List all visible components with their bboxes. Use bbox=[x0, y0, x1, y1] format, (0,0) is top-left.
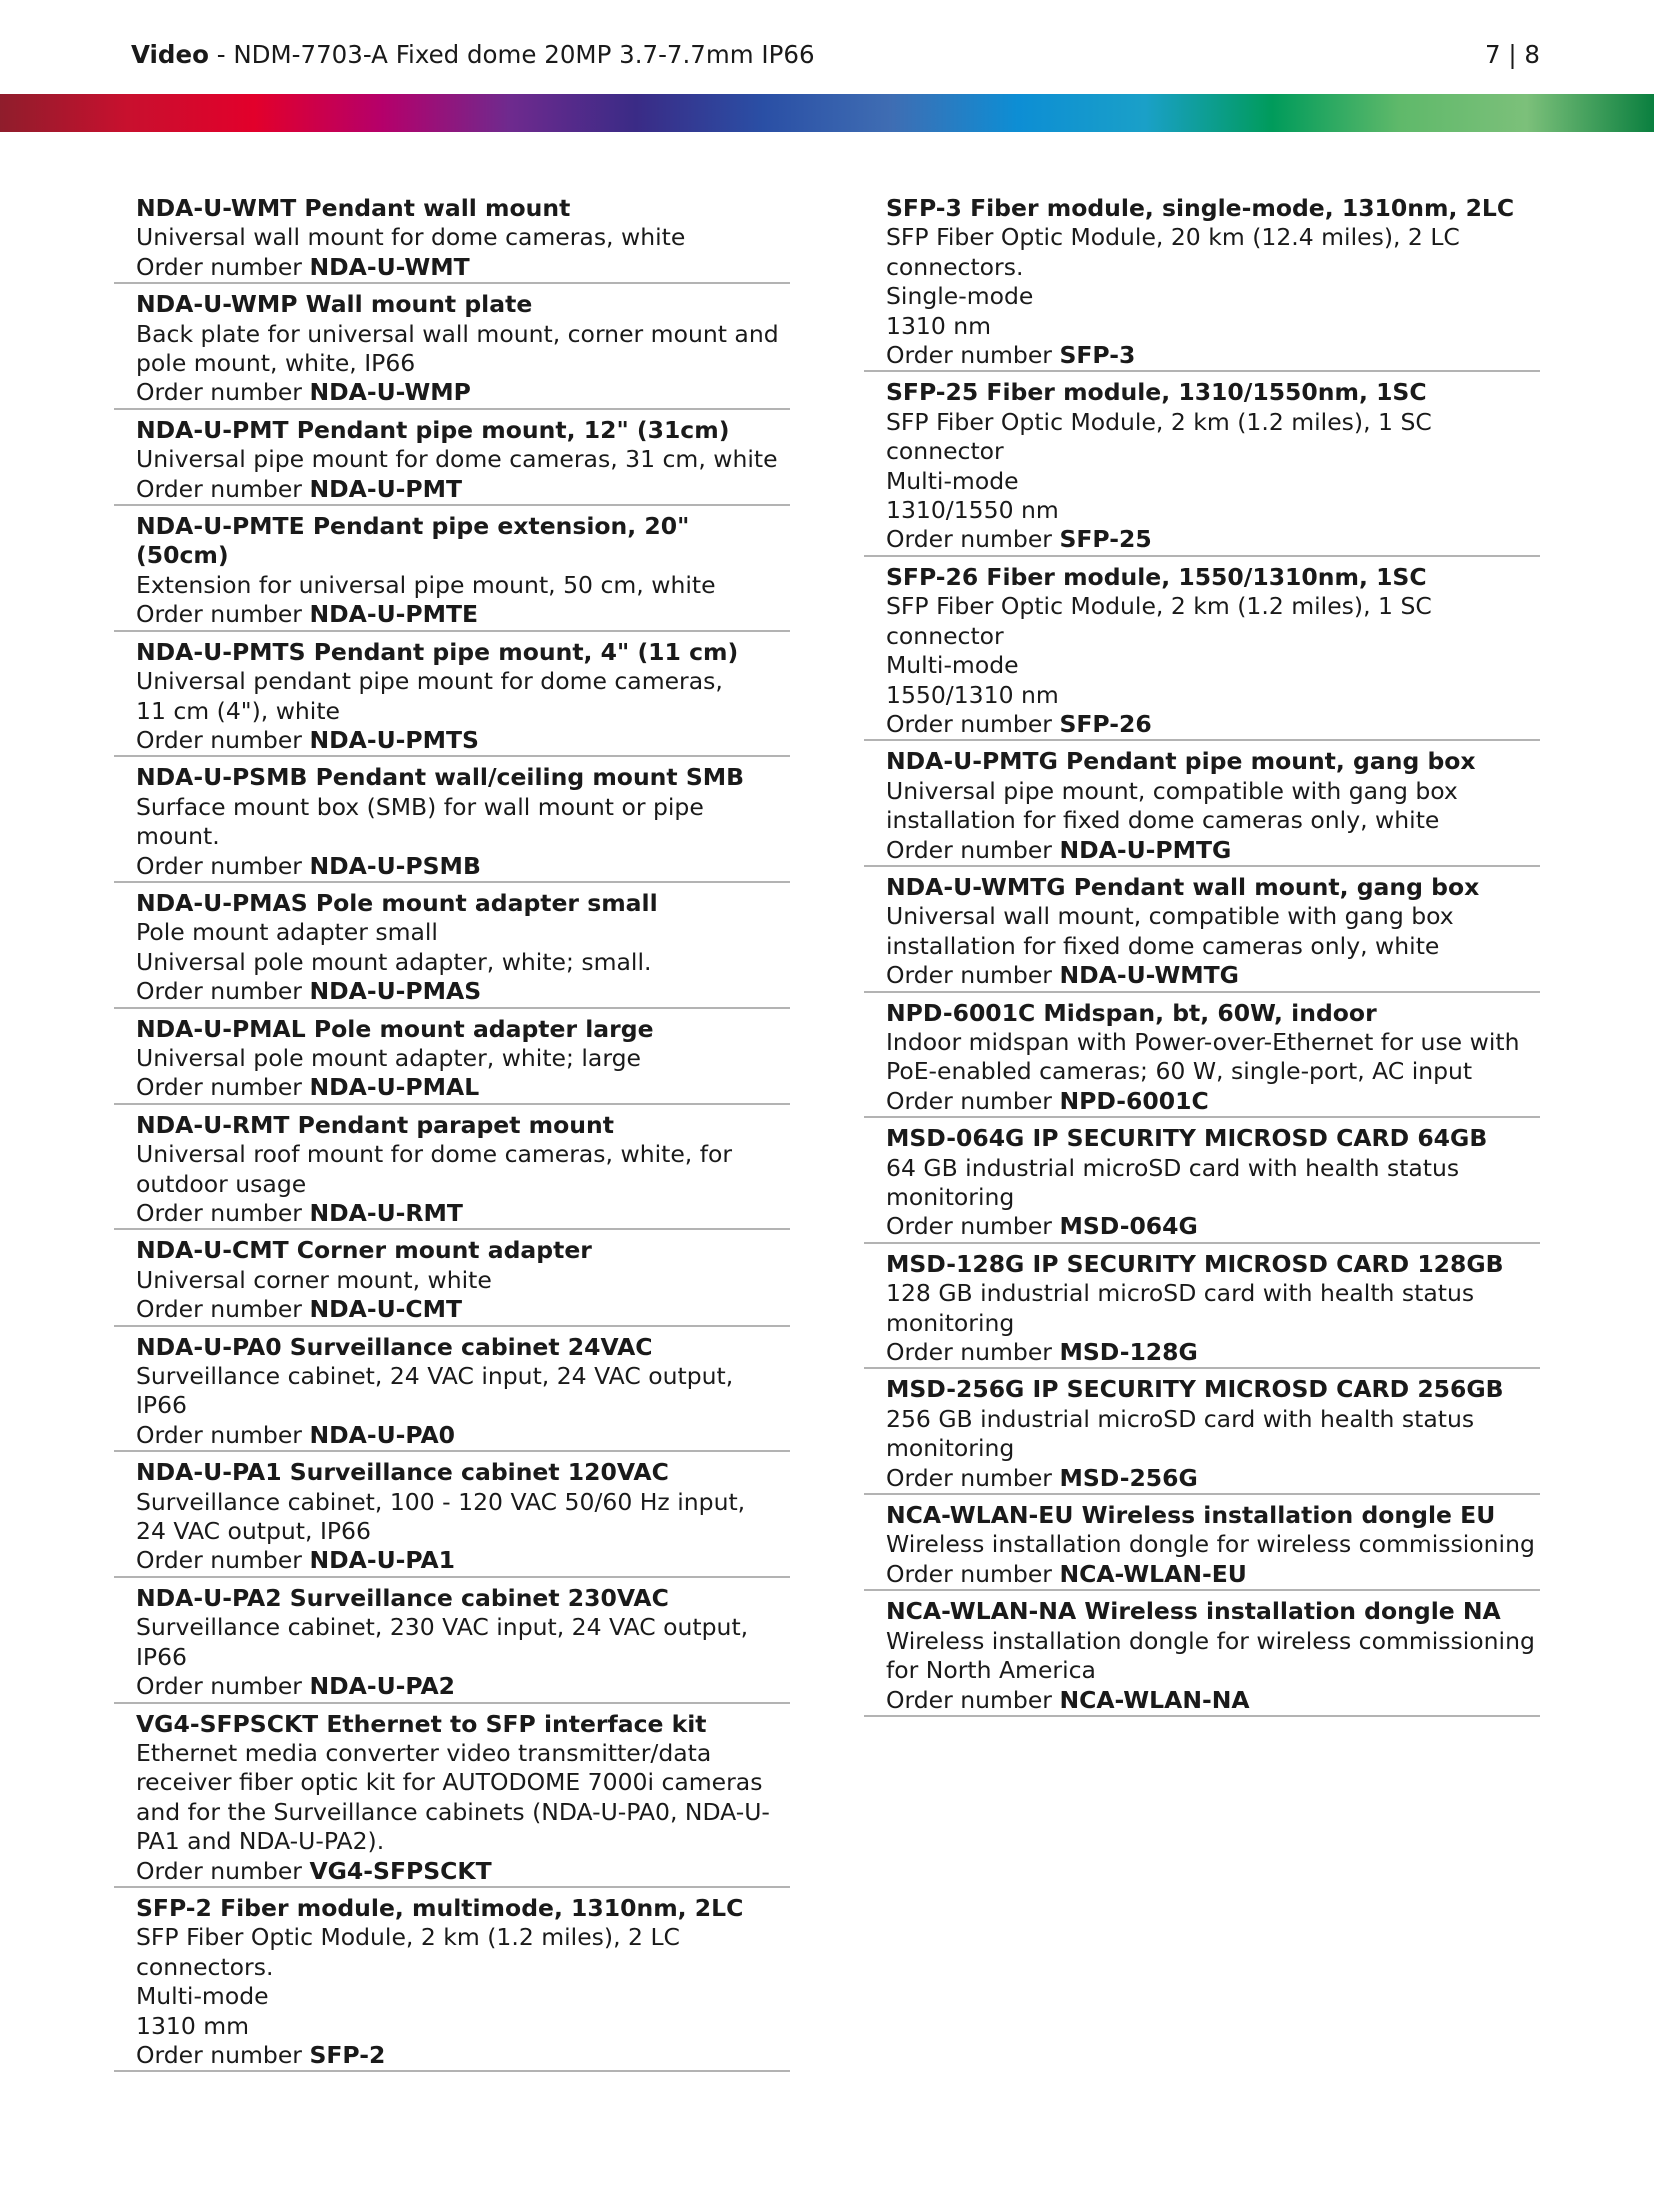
accessory-description-line: Universal pole mount adapter, white; small. bbox=[136, 947, 652, 976]
accessory-description-line: 256 GB industrial microSD card with health status bbox=[886, 1404, 1475, 1433]
order-number-value: NPD-6001C bbox=[1059, 1086, 1209, 1115]
order-number bbox=[136, 1546, 790, 1575]
document-category: Video bbox=[131, 39, 209, 69]
accessory-entry bbox=[114, 1890, 790, 2072]
order-number bbox=[136, 1295, 790, 1324]
order-number bbox=[136, 600, 790, 629]
order-number-value: MSD-256G bbox=[1059, 1463, 1198, 1492]
accessory-description-line: Multi-mode bbox=[886, 651, 1019, 680]
accessory-description-line: Universal roof mount for dome cameras, white, for bbox=[136, 1140, 733, 1169]
accessory-description-line: outdoor usage bbox=[136, 1169, 307, 1198]
order-number bbox=[886, 1087, 1540, 1116]
order-number-label: Order number bbox=[886, 835, 1060, 864]
order-number-label: Order number bbox=[886, 525, 1060, 554]
order-number-value: NDA-U-PMTG bbox=[1059, 835, 1232, 864]
accessory-description-line: Pole mount adapter small bbox=[136, 918, 438, 947]
accessory-entry bbox=[864, 1497, 1540, 1591]
product-title: - NDM-7703-A Fixed dome 20MP 3.7-7.7mm IP66 bbox=[208, 39, 815, 69]
accessory-entry bbox=[114, 634, 790, 758]
accessory-description-line: SFP Fiber Optic Module, 2 km (1.2 miles), 2 LC bbox=[136, 1923, 680, 1952]
accessory-description-line: Universal pendant pipe mount for dome cameras, bbox=[136, 667, 723, 696]
accessory-description-line: Wireless installation dongle for wireless commissioning bbox=[886, 1530, 1535, 1559]
accessory-title: NDA-U-PMAL Pole mount adapter large bbox=[136, 1014, 654, 1043]
accessory-description-line: and for the Surveillance cabinets (NDA-U-PA0, NDA-U- bbox=[136, 1797, 770, 1826]
order-number-label: Order number bbox=[886, 1463, 1060, 1492]
accessory-description-line: Surveillance cabinet, 230 VAC input, 24 VAC output, bbox=[136, 1613, 749, 1642]
accessory-description-line: 128 GB industrial microSD card with health status bbox=[886, 1279, 1475, 1308]
accessory-description-line: 64 GB industrial microSD card with health status bbox=[886, 1153, 1460, 1182]
accessory-description-line: Multi-mode bbox=[136, 1982, 269, 2011]
accessory-entry bbox=[864, 743, 1540, 867]
accessory-description-line: 1310 mm bbox=[136, 2011, 250, 2040]
accessory-description-line: Universal pole mount adapter, white; large bbox=[136, 1043, 641, 1072]
accessory-description-line: Extension for universal pipe mount, 50 cm, white bbox=[136, 570, 716, 599]
brand-color-stripe bbox=[0, 94, 1654, 132]
order-number-label: Order number bbox=[136, 1199, 310, 1227]
accessory-description-line: pole mount, white, IP66 bbox=[136, 349, 416, 378]
accessory-description-line: SFP Fiber Optic Module, 2 km (1.2 miles), 1 SC bbox=[886, 407, 1432, 436]
order-number bbox=[886, 1560, 1540, 1589]
accessory-entry bbox=[114, 1011, 790, 1105]
accessory-entry bbox=[114, 412, 790, 506]
accessory-description-line: Surface mount box (SMB) for wall mount or pipe bbox=[136, 792, 704, 821]
order-number-label: Order number bbox=[136, 851, 310, 880]
accessory-title: NDA-U-PA1 Surveillance cabinet 120VAC bbox=[136, 1458, 669, 1487]
order-number bbox=[136, 852, 790, 881]
accessory-description-line: Back plate for universal wall mount, corner mount and bbox=[136, 319, 779, 348]
accessory-title: NDA-U-WMT Pendant wall mount bbox=[136, 194, 571, 222]
order-number-label: Order number bbox=[136, 1295, 310, 1324]
order-number-label: Order number bbox=[136, 725, 310, 754]
accessory-description-line: 1310 nm bbox=[886, 311, 992, 340]
order-number-value: VG4-SFPSCKT bbox=[309, 1856, 492, 1885]
order-number-value: NDA-U-PMTE bbox=[309, 600, 479, 629]
accessory-description-line: connector bbox=[886, 437, 1004, 466]
accessory-title: SFP-25 Fiber module, 1310/1550nm, 1SC bbox=[886, 378, 1427, 407]
order-number bbox=[886, 1212, 1540, 1241]
order-number bbox=[886, 1338, 1540, 1367]
order-number bbox=[886, 710, 1540, 739]
accessory-description-line: PoE-enabled cameras; 60 W, single-port, AC input bbox=[886, 1057, 1473, 1086]
order-number-value: NDA-U-PMAS bbox=[309, 977, 482, 1006]
order-number bbox=[136, 253, 790, 282]
accessory-description-line: Universal wall mount, compatible with gang box bbox=[886, 902, 1454, 931]
order-number-label: Order number bbox=[136, 977, 310, 1006]
order-number bbox=[136, 2041, 790, 2070]
accessory-description-line: Multi-mode bbox=[886, 466, 1019, 495]
accessory-title: MSD-128G IP SECURITY MICROSD CARD 128GB bbox=[886, 1249, 1504, 1278]
accessory-description-line: connector bbox=[886, 621, 1004, 650]
order-number-value: NDA-U-PMT bbox=[309, 474, 463, 503]
accessory-description-line: Indoor midspan with Power-over-Ethernet for use with bbox=[886, 1027, 1520, 1056]
accessory-title: NDA-U-PA0 Surveillance cabinet 24VAC bbox=[136, 1332, 653, 1361]
order-number-label: Order number bbox=[886, 1559, 1060, 1588]
accessory-entry bbox=[114, 885, 790, 1009]
accessory-description-line: monitoring bbox=[886, 1183, 1015, 1211]
accessory-description-line: Universal wall mount for dome cameras, white bbox=[136, 223, 686, 252]
accessories-column-right bbox=[864, 190, 1540, 1719]
accessory-entry bbox=[864, 1120, 1540, 1244]
page-number: 7 | 8 bbox=[1484, 39, 1540, 69]
order-number-label: Order number bbox=[136, 600, 310, 629]
accessory-entry bbox=[864, 1371, 1540, 1495]
accessory-entry bbox=[864, 1246, 1540, 1370]
accessory-description-line: Universal corner mount, white bbox=[136, 1265, 492, 1294]
accessory-entry bbox=[864, 374, 1540, 556]
order-number-label: Order number bbox=[136, 1856, 310, 1885]
order-number-label: Order number bbox=[136, 474, 310, 503]
accessory-description-line: installation for fixed dome cameras only, white bbox=[886, 806, 1440, 835]
accessory-entry bbox=[114, 286, 790, 410]
accessory-entry bbox=[114, 759, 790, 883]
order-number bbox=[136, 378, 790, 407]
order-number-value: NDA-U-RMT bbox=[309, 1199, 463, 1227]
accessory-entry bbox=[864, 995, 1540, 1119]
accessory-title: NDA-U-PMAS Pole mount adapter small bbox=[136, 888, 658, 917]
accessory-description-line: for North America bbox=[886, 1656, 1096, 1685]
accessory-description-line: PA1 and NDA-U-PA2). bbox=[136, 1827, 385, 1856]
accessory-description-line: connectors. bbox=[886, 252, 1024, 281]
order-number-value: NDA-U-PA2 bbox=[309, 1672, 456, 1701]
accessory-title: NDA-U-CMT Corner mount adapter bbox=[136, 1236, 592, 1265]
accessory-entry bbox=[864, 559, 1540, 741]
accessory-title: VG4-SFPSCKT Ethernet to SFP interface kit bbox=[136, 1709, 707, 1738]
accessory-description-line: SFP Fiber Optic Module, 2 km (1.2 miles), 1 SC bbox=[886, 592, 1432, 621]
accessory-title: NDA-U-PA2 Surveillance cabinet 230VAC bbox=[136, 1583, 669, 1612]
order-number bbox=[136, 475, 790, 504]
order-number bbox=[886, 341, 1540, 370]
accessory-title: NDA-U-WMTG Pendant wall mount, gang box bbox=[886, 872, 1480, 901]
order-number bbox=[136, 1857, 790, 1886]
order-number-label: Order number bbox=[136, 1073, 310, 1102]
accessory-title: SFP-26 Fiber module, 1550/1310nm, 1SC bbox=[886, 562, 1427, 591]
accessory-title: NCA-WLAN-NA Wireless installation dongle NA bbox=[886, 1597, 1501, 1626]
accessory-description-line: Universal pipe mount, compatible with gang box bbox=[886, 776, 1458, 805]
accessory-title: MSD-064G IP SECURITY MICROSD CARD 64GB bbox=[886, 1124, 1488, 1153]
accessory-entry bbox=[864, 190, 1540, 372]
document-title bbox=[131, 40, 815, 69]
accessory-entry bbox=[864, 869, 1540, 993]
accessory-title: NDA-U-PMTG Pendant pipe mount, gang box bbox=[886, 747, 1476, 776]
order-number-value: NDA-U-PA1 bbox=[309, 1546, 456, 1575]
accessory-title: NCA-WLAN-EU Wireless installation dongle EU bbox=[886, 1501, 1496, 1530]
order-number-value: SFP-26 bbox=[1059, 709, 1152, 738]
order-number bbox=[886, 836, 1540, 865]
accessory-title: NDA-U-WMP Wall mount plate bbox=[136, 290, 533, 319]
accessory-title: MSD-256G IP SECURITY MICROSD CARD 256GB bbox=[886, 1375, 1504, 1404]
accessory-title: SFP-3 Fiber module, single-mode, 1310nm, 2LC bbox=[886, 194, 1515, 222]
order-number-label: Order number bbox=[886, 341, 1060, 370]
accessory-description-line: Wireless installation dongle for wireless commissioning bbox=[886, 1626, 1535, 1655]
accessory-description-line: 24 VAC output, IP66 bbox=[136, 1517, 371, 1546]
order-number bbox=[136, 1199, 790, 1228]
accessory-description-line: Surveillance cabinet, 100 - 120 VAC 50/60 Hz input, bbox=[136, 1487, 746, 1516]
accessory-title: NDA-U-PMTS Pendant pipe mount, 4" (11 cm) bbox=[136, 637, 739, 666]
accessory-title: NDA-U-PMT Pendant pipe mount, 12" (31cm) bbox=[136, 415, 730, 444]
order-number bbox=[136, 726, 790, 755]
page-header bbox=[131, 36, 1540, 72]
order-number-label: Order number bbox=[886, 1685, 1060, 1714]
accessory-entry bbox=[114, 1454, 790, 1578]
accessory-description-line: mount. bbox=[136, 822, 220, 851]
stripe-fill bbox=[0, 94, 1654, 132]
order-number-value: NCA-WLAN-EU bbox=[1059, 1559, 1247, 1588]
order-number-label: Order number bbox=[886, 709, 1060, 738]
order-number-label: Order number bbox=[136, 1420, 310, 1449]
order-number-label: Order number bbox=[136, 1546, 310, 1575]
accessory-entry bbox=[114, 1329, 790, 1453]
accessory-title: NDA-U-PSMB Pendant wall/ceiling mount SMB bbox=[136, 763, 745, 792]
order-number-value: NDA-U-WMT bbox=[309, 252, 470, 281]
accessory-description-line: Universal pipe mount for dome cameras, 31 cm, white bbox=[136, 445, 778, 474]
accessory-description-line: connectors. bbox=[136, 1952, 274, 1981]
order-number-value: SFP-2 bbox=[309, 2040, 386, 2069]
order-number bbox=[136, 977, 790, 1006]
accessory-entry bbox=[114, 1107, 790, 1231]
accessory-entry bbox=[114, 1706, 790, 1888]
accessory-description-line: installation for fixed dome cameras only, white bbox=[886, 931, 1440, 960]
order-number-value: MSD-064G bbox=[1059, 1212, 1198, 1241]
order-number-value: SFP-3 bbox=[1059, 341, 1136, 370]
accessory-description-line: 11 cm (4"), white bbox=[136, 696, 341, 725]
accessory-title: NDA-U-RMT Pendant parapet mount bbox=[136, 1110, 614, 1139]
accessory-description-line: Single-mode bbox=[886, 282, 1034, 311]
accessory-description-line: IP66 bbox=[136, 1642, 188, 1671]
order-number-label: Order number bbox=[136, 252, 310, 281]
order-number-label: Order number bbox=[136, 2040, 310, 2069]
accessory-description-line: monitoring bbox=[886, 1308, 1015, 1337]
accessory-title: NPD-6001C Midspan, bt, 60W, indoor bbox=[886, 998, 1377, 1027]
accessory-title: NDA-U-PMTE Pendant pipe extension, 20" (50cm) bbox=[136, 512, 690, 570]
order-number-value: NDA-U-PMAL bbox=[309, 1073, 480, 1102]
order-number-value: NDA-U-PSMB bbox=[309, 851, 481, 880]
order-number bbox=[886, 1464, 1540, 1493]
order-number-value: SFP-25 bbox=[1059, 525, 1152, 554]
order-number bbox=[886, 961, 1540, 990]
accessory-description-line: Surveillance cabinet, 24 VAC input, 24 VAC output, IP66 bbox=[136, 1362, 734, 1420]
order-number-value: NDA-U-PMTS bbox=[309, 725, 479, 754]
order-number-label: Order number bbox=[136, 1672, 310, 1701]
accessory-description-line: 1310/1550 nm bbox=[886, 496, 1059, 525]
accessory-description-line: SFP Fiber Optic Module, 20 km (12.4 miles), 2 LC bbox=[886, 223, 1460, 252]
order-number-label: Order number bbox=[886, 1086, 1060, 1115]
order-number-value: NCA-WLAN-NA bbox=[1059, 1685, 1250, 1714]
order-number-value: NDA-U-WMTG bbox=[1059, 961, 1239, 990]
accessory-entry bbox=[864, 1593, 1540, 1717]
accessory-description-line: Ethernet media converter video transmitter/data bbox=[136, 1738, 712, 1767]
order-number-label: Order number bbox=[886, 961, 1060, 990]
order-number-label: Order number bbox=[136, 378, 310, 407]
order-number bbox=[136, 1672, 790, 1701]
accessory-title: SFP-2 Fiber module, multimode, 1310nm, 2LC bbox=[136, 1893, 744, 1922]
accessory-entry bbox=[114, 508, 790, 632]
order-number-label: Order number bbox=[886, 1338, 1060, 1367]
brand-stripe-graphic bbox=[0, 94, 1654, 132]
order-number bbox=[136, 1073, 790, 1102]
accessory-description-line: monitoring bbox=[886, 1434, 1015, 1463]
accessory-entry bbox=[114, 190, 790, 284]
order-number-value: MSD-128G bbox=[1059, 1338, 1198, 1367]
order-number-label: Order number bbox=[886, 1212, 1060, 1241]
order-number bbox=[886, 1686, 1540, 1715]
accessory-entry bbox=[114, 1580, 790, 1704]
order-number bbox=[136, 1421, 790, 1450]
order-number-value: NDA-U-WMP bbox=[309, 378, 471, 407]
accessory-description-line: 1550/1310 nm bbox=[886, 680, 1059, 709]
order-number bbox=[886, 525, 1540, 554]
order-number-value: NDA-U-PA0 bbox=[309, 1420, 456, 1449]
accessory-description-line: receiver fiber optic kit for AUTODOME 7000i cameras bbox=[136, 1768, 763, 1797]
accessory-entry bbox=[114, 1232, 790, 1326]
accessories-column-left bbox=[114, 190, 790, 2074]
order-number-value: NDA-U-CMT bbox=[309, 1295, 463, 1324]
